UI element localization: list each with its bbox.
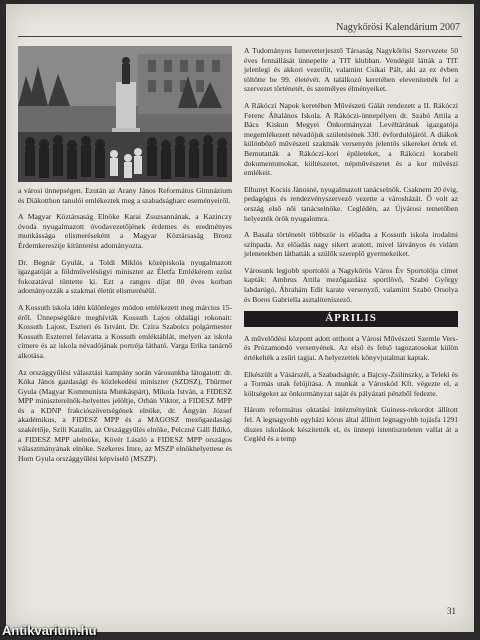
left-column [18, 46, 232, 470]
paragraph: A Kossuth iskola idén különleges módon emlékezett meg március 15-éről. Ünnepségükre meghívták Kossuth Lajos oldalági rokonait: Kossuth Lajost, Eszteri és Istvánt. Dr. Czira Szabolcs polgármester Kossuth Eszterrel felavatta a Kossuth emléktáblát, melyen az iskola címere és az iskola névadójának portréja látható. Varga Erika tanárnő alkotása. [18, 302, 232, 360]
paragraph: a városi ünnepségen. Ezután az Arany János Református Gimnázium és Diákotthon tanulói emlékeztek meg a szabadságharc eseményeiről. [18, 186, 232, 205]
paragraph: Három református oktatási intézményünk Guiness-rekordot állított fel. A legnagyobb egyházi kórus által állított legnagyobb tojásfa 1291 diszes iskolások készítették el, és ünnepi istentiszteleten vallat át a Cegléd és a temp [244, 405, 458, 444]
paragraph: Az országgyűlési választási kampány során városunkba látogatott: dr. Kóka János gazdasági és közlekedési miniszter (SZDSZ), Thürmer Gyula (Magyar Kommunista Munkáspárt), Mikola István, a FIDESZ MPP miniszterelnök-helyettes jelöltje, Orbán Viktor, a FIDESZ MPP és a KDNP frakciószövetségének elnöke, dr. Ángyán József akadémikus, a FIDESZ MPP és a MAGOSZ mezőgazdasági szakértője, Szili Katalin, az Országgyűlés elnöke, Pelczné Gáll Ildikó, a FIDESZ MPP alelnöke, Kövér László a FIDESZ MPP országos választmányának elnöke. Szekeres Imre, az MSZP elnökhelyettese és Horn Gyula országgyűlési képviselő (MSZP). [18, 367, 232, 463]
paragraph: Elhunyt Kocsis Jánosné, nyugalmazott tanácselnök. Csaknem 20 évig, pedagógus és rendezvényszervező vezette a városházát. Ő volt az ország első női tanácselnöke. Ceglédén, az Újvárosi temetőben helyezték örök nyugalomra. [244, 184, 458, 223]
page-number: 31 [447, 606, 456, 616]
paragraph: Városunk legjobb sportolói a Nagykőrös Város Év Sportolója címet kapták: Ambrus Attila mezőgazdász sportlövő, Szabó György labdarúgó, Ábrahám Edit karate versenyző, valamint Szabó Orsolya és Boros Gabriella asztaliteniszező. [244, 265, 458, 304]
monument-photo-image [18, 46, 232, 182]
paragraph: A Tudományos Ismeretterjesztő Társaság Nagykőrösi Szervezete 50 éves fennállását ünnepelte a TIT klubban. Vendégül látták a TIT jelenlegi és akkori vezetőit, valamint Csikai Pált, aki az ez évben töltötte be 99. életévét. A találkozó keretében elevenítették fel a szervezet történetét, és személyes élményeiket. [244, 46, 458, 94]
monument-photo [18, 46, 232, 182]
running-header: Nagykőrösi Kalendárium 2007 [336, 22, 460, 33]
section-heading-april: ÁPRILIS [244, 311, 458, 327]
right-column [244, 46, 458, 451]
paragraph: A Magyar Köztársaság Elnöke Karai Zsuzsannának, a Kazinczy óvoda nyugalmazott óvodavezetőjének érdemes és eredményes munkássága elismeréseként a Magyar Köztársaság Bronz Érdemkeresztje kitüntetést adományozta. [18, 212, 232, 250]
paragraph: A művelődési központ adott otthont a Városi Művészeti Szemle Vers- és Prózamondó versenyének. Az első és felső tagozatosokat külön értékelték a zsűri tagjai. A helyezettek könyvjutalmat kaptak. [244, 333, 458, 363]
watermark: Antikvarium.hu [2, 623, 97, 638]
paragraph: Dr. Begnár Gyulát, a Toldi Miklós középiskola nyugalmazott igazgatóját a földművelésügyi miniszter az Életfa Emlékérem ezüst fokozatával tüntette ki. Ezt a rangos díjat 80 éves korban adományozzák a szakmai életút elismeréséül. [18, 257, 232, 296]
header-rule [18, 36, 462, 37]
book-page [6, 4, 474, 632]
paragraph: A Basala történetét többször is előadta a Kossuth iskola irodalmi színpada. Az előadás nagy sikert aratott, mivel látványos és vidám jelenetekben láthatták a szülők szereplő gyermekeiket. [244, 230, 458, 259]
paragraph: A Rákóczi Napok keretében Művészeti Gálát rendezett a II. Rákóczi Ferenc Általános Iskola. A Rákóczi-ünnepélyen dr. Szabó Attila a Bács Kiskun Megyei Önkormányzat Levéltárának igazgatója megemlékezett névadójuk születésének 330. évfordulójáról. A diákok különböző művészeti szakmák versenyén jelentős sikereket értek el. Bemutatták a Rákóczi-kori épületeket, a Rákóczi korabeli dokumentumokat, költészetet, népművészetet és a kor művészi emlékeit. [244, 100, 458, 178]
paragraph: Elkészült a Vásárszél, a Szabadságtér, a Bajcsy-Zsilinszky, a Teleki és a Tormás utak felújítása. A munkát a Városkód Kft. végezte el, a költségeket az önkormányzat saját és pályázati pénzből fedezte. [244, 369, 458, 398]
